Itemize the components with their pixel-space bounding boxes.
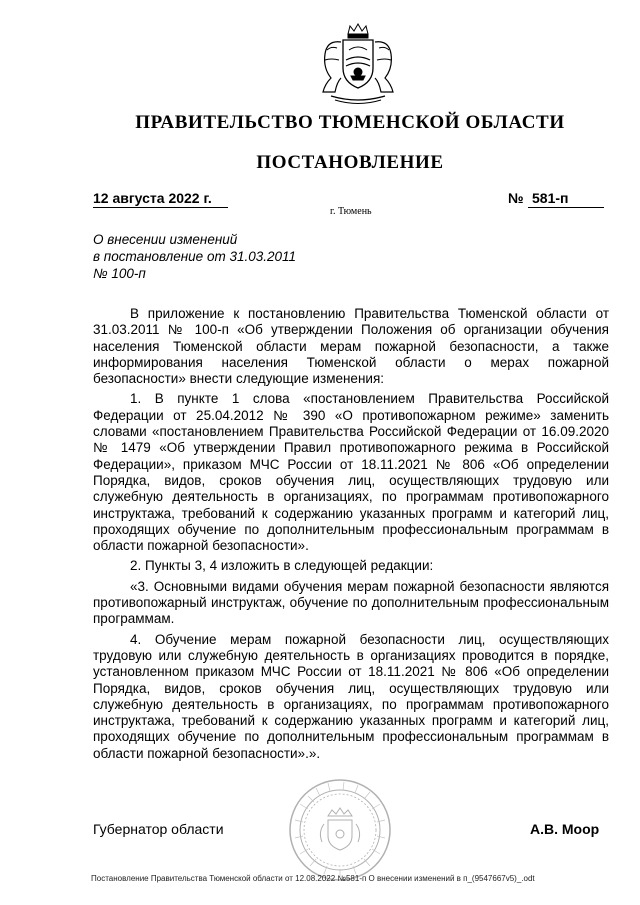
body-paragraph: «3. Основными видами обучения мерам пожарной безопасности являются противопожарный инструктаж, обучение по дополнительным профессиональным программам. [93,578,609,627]
document-body [93,306,609,766]
document-footer: Постановление Правительства Тюменской области от 12.08.2022 №581-п О внесении изменений в п_(9547667v5)_.odt [91,874,535,883]
subject-line: О внесении изменений [93,232,238,247]
document-number-label: № [508,190,524,206]
signatory-title: Губернатор области [93,821,224,837]
coat-of-arms-icon [313,20,403,110]
document-type: ПОСТАНОВЛЕНИЕ [256,152,444,173]
signatory-name: А.В. Моор [530,821,600,837]
subject-line: в постановление от 31.03.2011 [93,249,297,264]
document-date: 12 августа 2022 г. [93,190,228,208]
subject-line: № 100-п [93,266,146,281]
official-seal-icon [288,778,392,882]
government-title: ПРАВИТЕЛЬСТВО ТЮМЕНСКОЙ ОБЛАСТИ [135,112,565,133]
document-subject [93,231,296,282]
body-paragraph: 1. В пункте 1 слова «постановлением Правительства Российской Федерации от 25.04.2012 № 390 «О противопожарном режиме» заменить словами «постановлением Правительства Российской Федерации от 16.09.2020 № 1479 «Об утверждении Правил противопожарного режима в Российской Федерации», приказом МЧС России от 18.11.2021 № 806 «Об определении Порядка, видов, сроков обучения лиц, осуществляющих трудовую или служебную деятельность в организациях, по программам противопожарного инструктажа, требований к содержанию указанных программ и категорий лиц, проходящих обучение по дополнительным профессиональным программам в области пожарной безопасности». [93,391,609,554]
document-city: г. Тюмень [330,206,372,217]
body-paragraph: В приложение к постановлению Правительства Тюменской области от 31.03.2011 № 100-п «Об утверждении Положения об организации обучения населения Тюменской области мерам пожарной безопасности, а также информирования населения Тюменской области о мерах пожарной безопасности» внести следующие изменения: [93,306,609,387]
body-paragraph: 4. Обучение мерам пожарной безопасности лиц, осуществляющих трудовую или служебную деятельность в организациях проводится в порядке, установленном приказом МЧС России от 18.11.2021 № 806 «Об определении Порядка, видов, сроков обучения лиц, осуществляющих трудовую или служебную деятельность в организациях, по программам противопожарного инструктажа, требований к содержанию указанных программ и категорий лиц, проходящих обучение по дополнительным профессиональным программам в области пожарной безопасности».». [93,631,609,761]
body-paragraph: 2. Пункты 3, 4 изложить в следующей редакции: [130,558,434,574]
document-number: 581-п [528,190,604,208]
